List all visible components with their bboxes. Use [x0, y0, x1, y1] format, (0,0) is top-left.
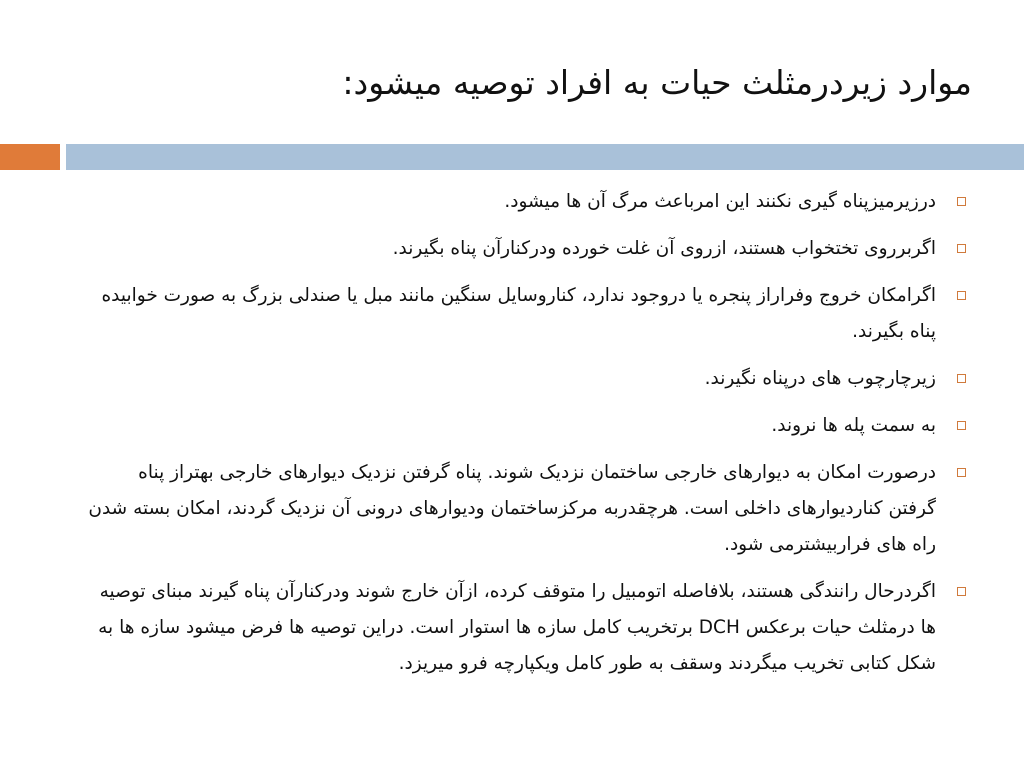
- bullet-item: [86, 231, 966, 267]
- divider-band: [66, 144, 1024, 170]
- bullet-text: درزیرمیزپناه گیری نکنند این امرباعث مرگ آن ها میشود.: [504, 191, 936, 212]
- title-divider: [0, 144, 1024, 170]
- bullet-text: اگرامکان خروج وفراراز پنجره یا دروجود ندارد، کناروسایل سنگین مانند مبل یا صندلی بزرگ به صورت خوابیده پناه بگیرند.: [101, 285, 936, 342]
- bullet-item: [86, 278, 966, 350]
- bullet-text: اگردرحال رانندگی هستند، بلافاصله اتومبیل را متوقف کرده، ازآن خارج شوند ودرکنارآن پناه گیرند مبنای توصیه ها درمثلث حیات برعکس DCH برتخریب کامل سازه ها استوار است. دراین توصیه ها فرض میشود سازه ها به شکل کتابی تخریب میگردند وسقف به طور کامل ویکپارچه فرو میریزد.: [98, 581, 936, 674]
- square-bullet-icon: [957, 587, 966, 596]
- bullet-text: درصورت امکان به دیوارهای خارجی ساختمان نزدیک شوند. پناه گرفتن نزدیک دیوارهای خارجی بهتراز پناه گرفتن کناردیوارهای داخلی است. هرچقدربه مرکزساختمان ودیوارهای درونی آن نزدیک گردند، امکان بسته شدن راه های فراربیشترمی شود.: [88, 462, 936, 555]
- square-bullet-icon: [957, 197, 966, 206]
- bullet-text: زیرچارچوب های درپناه نگیرند.: [704, 368, 936, 389]
- bullet-item: [86, 184, 966, 220]
- bullet-item: [86, 574, 966, 682]
- slide-title: موارد زیردرمثلث حیات به افراد توصیه میشود:: [342, 63, 972, 102]
- bullet-item: [86, 455, 966, 563]
- bullet-text: به سمت پله ها نروند.: [771, 415, 936, 436]
- square-bullet-icon: [957, 244, 966, 253]
- square-bullet-icon: [957, 468, 966, 477]
- square-bullet-icon: [957, 421, 966, 430]
- square-bullet-icon: [957, 291, 966, 300]
- bullet-item: [86, 361, 966, 397]
- bullet-item: [86, 408, 966, 444]
- square-bullet-icon: [957, 374, 966, 383]
- bullet-text: اگربرروی تختخواب هستند، ازروی آن غلت خورده ودرکنارآن پناه بگیرند.: [392, 238, 936, 259]
- divider-accent-block: [0, 144, 60, 170]
- bullet-list: [86, 184, 966, 693]
